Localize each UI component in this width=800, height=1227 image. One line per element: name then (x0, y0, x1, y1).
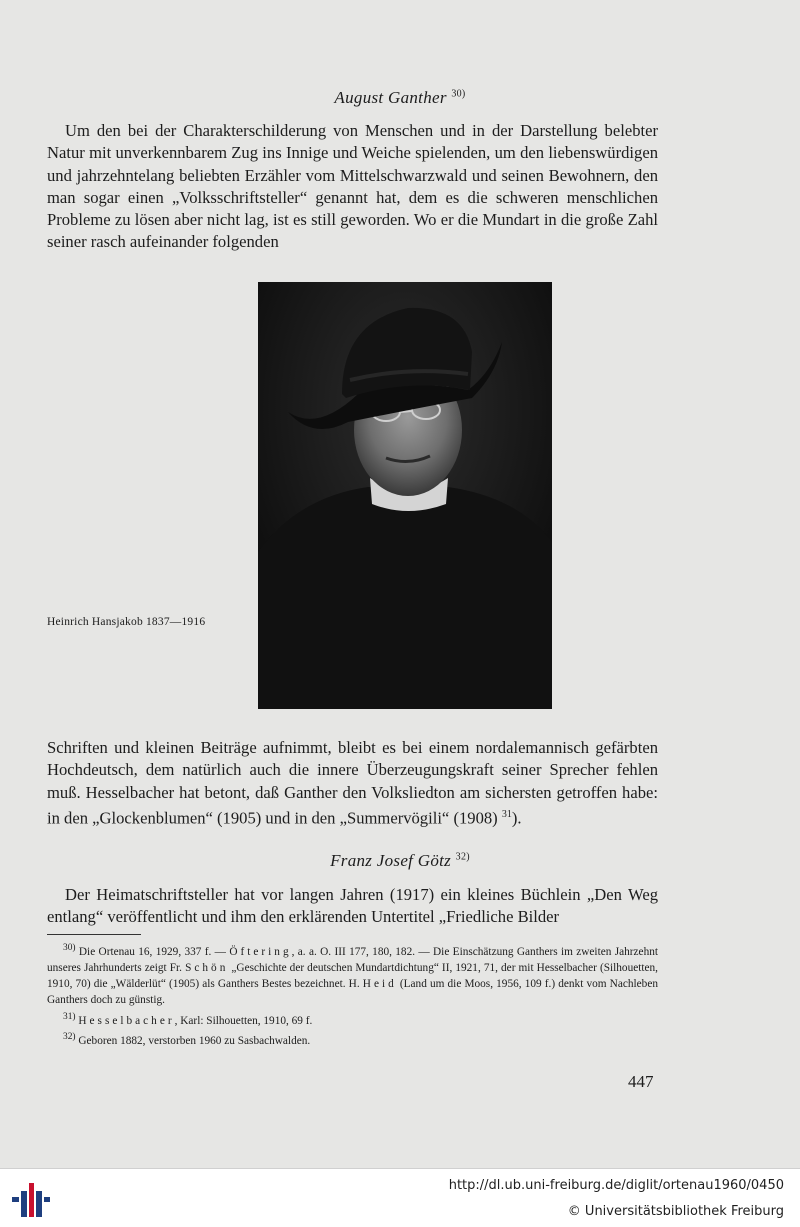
page-number: 447 (628, 1072, 654, 1091)
paragraph-ganther-intro: Um den bei der Charakterschilderung von Menschen und in der Darstellung belebter Natur mit unverkennbarem Zug ins Innige und Weiche spielenden, um den liebenswürdigen und jahrzehntelang beliebten Erzähler vom Mittelschwarzwald und seinen Bewohnern, den man sogar einen „Volksschriftsteller“ genannt hat, dem es die schweren menschlichen Probleme zu lösen aber nicht lag, ist es still geworden. Wo er die Mundart in die große Zahl seiner rasch aufeinander folgenden (47, 121, 658, 252)
author-name: Heid (362, 978, 397, 991)
portrait-image (258, 282, 552, 709)
footnote-mark: 32) (63, 1031, 76, 1042)
footnote-ref-31: 31 (501, 808, 512, 820)
footnote-text: Die Ortenau 16, 1929, 337 f. — (78, 945, 230, 958)
footnote-30 (47, 940, 658, 1009)
section-heading-goetz (0, 851, 800, 871)
footnote-mark: 30) (63, 943, 76, 953)
footnote-31 (47, 1009, 658, 1029)
library-logo-icon (10, 1179, 52, 1221)
portrait-photo (258, 282, 552, 709)
footnote-text: (Land um die Moos, 1956, 109 f.) denkt vom Nachleben Ganthers doch zu günstig. (47, 978, 658, 1007)
footnote-text: Geboren 1882, verstorben 1960 zu Sasbachwalden. (78, 1034, 311, 1047)
footnote-separator (47, 934, 141, 935)
footnote-text: , Karl: Silhouetten, 1910, 69 f. (174, 1014, 313, 1027)
footnote-text: „Geschichte der deutschen Mundartdichtung“ II, 1921, 71, der mit Hesselbacher (Silhouetten, 1910, 70) die „Wälderlüt“ (1905) als Ganthers Bestes bezeichnet. H. (47, 961, 658, 991)
photo-caption: Heinrich Hansjakob 1837—1916 (47, 616, 206, 628)
paragraph-text: Schriften und kleinen Beiträge aufnimmt, bleibt es bei einem nordalemannisch gefärbten Hochdeutsch, dem natürlich auch die innere Überzeugungskraft seiner Sprecher fehlen muß. Hesselbacher hat betont, daß Ganther den Volksliedton am sichersten getroffen habe: in den „Glockenblumen“ (1905) und in den „Summervögili“ (1908) (47, 738, 658, 828)
section-heading-ganther (0, 88, 800, 108)
footnotes (47, 940, 658, 1049)
footnote-text: , a. a. O. III 177, 180, 182. — Die Einschätzung Ganthers im zweiten Jahrzehnt unseres Jahrhunderts zeigt Fr. (47, 945, 658, 974)
heading-text: Franz Josef Götz (330, 851, 452, 870)
heading-text: August Ganther (334, 88, 447, 107)
author-name: Hesselbacher (78, 1014, 175, 1027)
viewer-footer (0, 1168, 800, 1227)
paragraph-goetz-intro: Der Heimatschriftsteller hat vor langen Jahren (1917) ein kleines Büchlein „Den Weg entlang“ veröffentlicht und ihm den erklärenden Untertitel „Friedliche Bilder (47, 885, 658, 927)
paragraph-ganther-cont (47, 737, 658, 830)
footnote-ref-30: 30) (451, 88, 466, 100)
footnote-ref-32: 32) (455, 851, 470, 863)
author-name: Öftering (229, 945, 292, 958)
paragraph-end: ). (511, 808, 522, 828)
footnote-mark: 31) (63, 1011, 76, 1022)
permalink-url[interactable]: http://dl.ub.uni-freiburg.de/diglit/ortenau1960/0450 (448, 1178, 784, 1193)
author-name: Schön (185, 961, 229, 974)
footnote-32 (47, 1029, 658, 1049)
copyright-notice: © Universitätsbibliothek Freiburg (567, 1204, 784, 1219)
